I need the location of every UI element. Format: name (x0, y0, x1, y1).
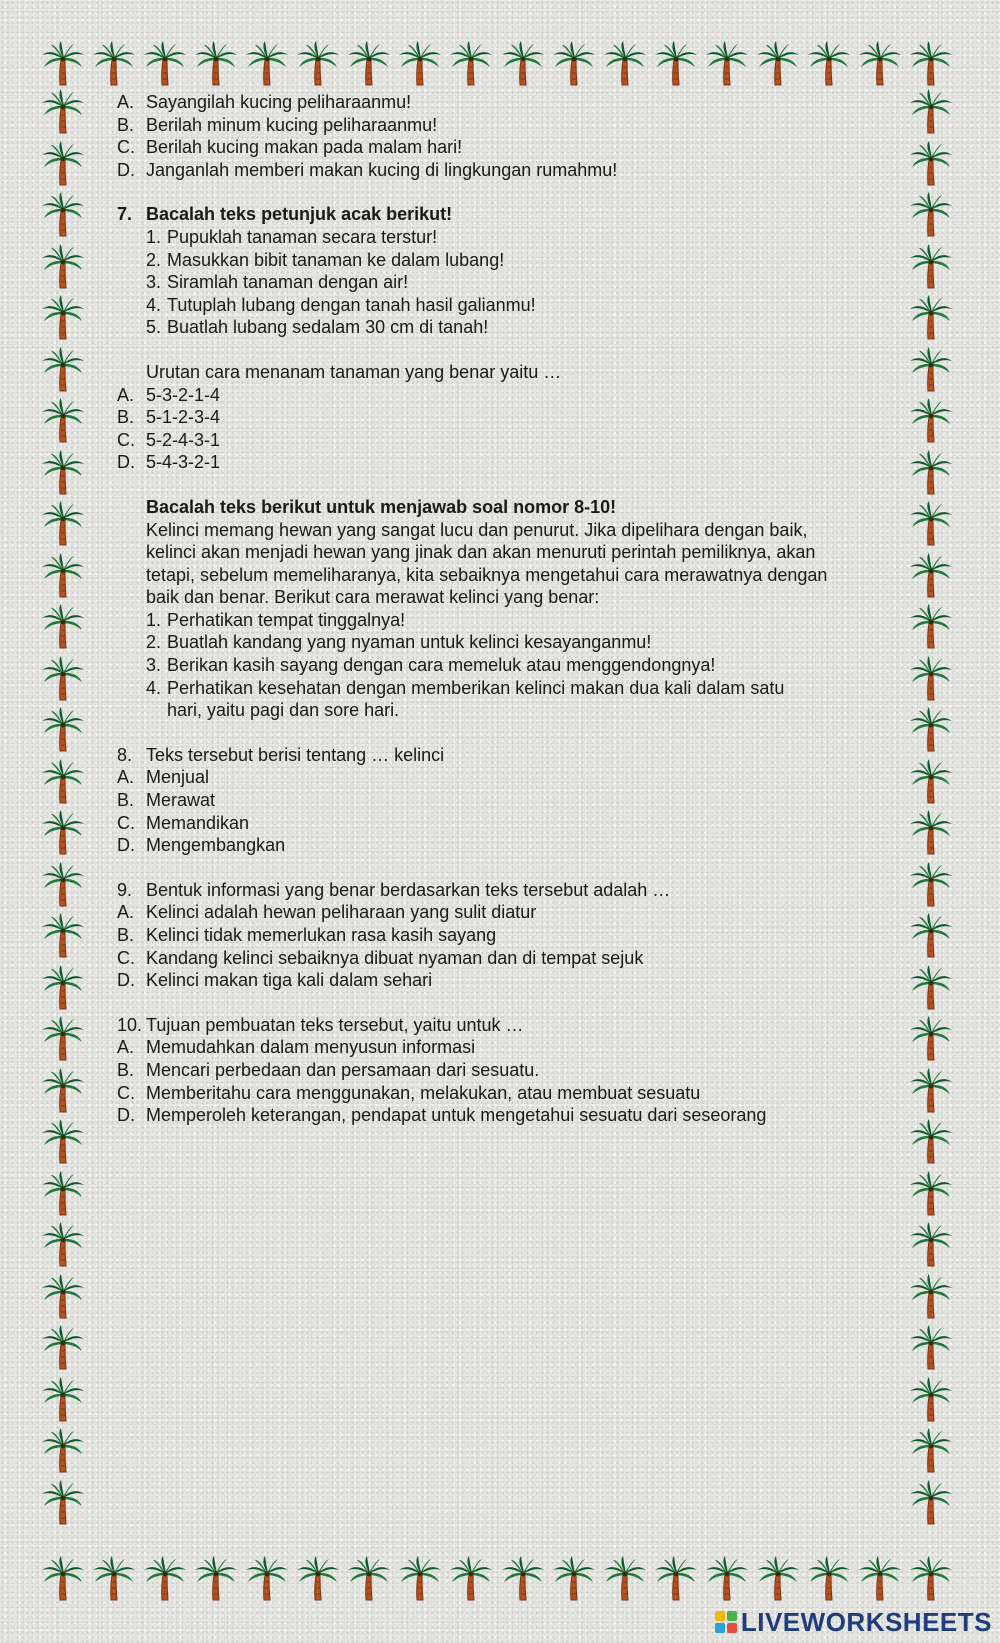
palm-tree-icon (908, 500, 954, 546)
question-title: 7. Bacalah teks petunjuk acak berikut! (117, 204, 453, 225)
list-item: 4. Tutuplah lubang dengan tanah hasil galianmu! (146, 294, 536, 315)
palm-tree-icon (40, 449, 86, 495)
worksheet-content (117, 91, 897, 1127)
palm-tree-icon (193, 40, 239, 86)
palm-tree-icon (40, 88, 86, 134)
option[interactable]: C. Kandang kelinci sebaiknya dibuat nyaman dan di tempat sejuk (117, 947, 644, 968)
palm-tree-icon (244, 40, 290, 86)
q6-options (117, 91, 897, 181)
palm-tree-icon (908, 1376, 954, 1422)
palm-tree-icon (91, 1555, 137, 1601)
palm-tree-icon (40, 346, 86, 392)
palm-tree-icon (908, 88, 954, 134)
palm-tree-icon (40, 500, 86, 546)
palm-tree-icon (551, 40, 597, 86)
option[interactable]: C. Memberitahu cara menggunakan, melakukan, atau membuat sesuatu (117, 1082, 701, 1103)
palm-tree-icon (908, 1324, 954, 1370)
option[interactable]: A. Memudahkan dalam menyusun informasi (117, 1037, 476, 1058)
option[interactable]: B. Berilah minum kucing peliharaanmu! (117, 114, 438, 135)
palm-tree-icon (448, 40, 494, 86)
palm-tree-icon (908, 912, 954, 958)
list-item: 3. Berikan kasih sayang dengan cara memeluk atau menggendongnya! (146, 655, 716, 676)
palm-tree-icon (40, 809, 86, 855)
palm-tree-icon (755, 1555, 801, 1601)
palm-tree-icon (40, 861, 86, 907)
palm-tree-icon (295, 40, 341, 86)
question-9 (117, 879, 897, 992)
palm-tree-icon (806, 40, 852, 86)
palm-tree-icon (40, 140, 86, 186)
palm-tree-icon (653, 1555, 699, 1601)
palm-tree-icon (448, 1555, 494, 1601)
option[interactable]: C. Berilah kucing makan pada malam hari! (117, 137, 463, 158)
palm-tree-icon (704, 1555, 750, 1601)
list-item: 4. Perhatikan kesehatan dengan memberikan kelinci makan dua kali dalam satu (146, 677, 785, 698)
palm-tree-icon (908, 294, 954, 340)
option[interactable]: B. Mencari perbedaan dan persamaan dari sesuatu. (117, 1059, 540, 1080)
palm-tree-icon (908, 964, 954, 1010)
reading-passage (117, 496, 897, 722)
passage-line: tetapi, sebelum memeliharanya, kita sebaiknya mengetahui cara merawatnya dengan (146, 564, 828, 585)
option[interactable]: A. Sayangilah kucing peliharaanmu! (117, 92, 412, 112)
palm-tree-icon (908, 243, 954, 289)
option[interactable]: D. Memperoleh keterangan, pendapat untuk mengetahui sesuatu dari seseorang (117, 1105, 767, 1126)
palm-tree-icon (40, 243, 86, 289)
palm-tree-icon (908, 1221, 954, 1267)
list-item: 1. Perhatikan tempat tinggalnya! (146, 609, 406, 630)
palm-tree-icon (40, 191, 86, 237)
palm-tree-icon (40, 1118, 86, 1164)
palm-tree-icon (653, 40, 699, 86)
palm-tree-icon (908, 346, 954, 392)
palm-tree-icon (704, 40, 750, 86)
question-text: 10. Tujuan pembuatan teks tersebut, yaitu untuk … (117, 1014, 524, 1035)
palm-tree-icon (857, 40, 903, 86)
palm-tree-icon (91, 40, 137, 86)
palm-tree-icon (346, 40, 392, 86)
palm-tree-icon (908, 1015, 954, 1061)
palm-tree-icon (908, 758, 954, 804)
question-text: Urutan cara menanam tanaman yang benar yaitu … (146, 361, 562, 382)
logo-text: LIVEWORKSHEETS (740, 1606, 992, 1637)
question-text: 8. Teks tersebut berisi tentang … kelinci (117, 744, 445, 765)
question-7 (117, 203, 897, 474)
palm-tree-icon (40, 294, 86, 340)
palm-tree-icon (40, 1427, 86, 1473)
option[interactable]: D. 5-4-3-2-1 (117, 452, 221, 473)
list-item: 2. Masukkan bibit tanaman ke dalam lubang! (146, 249, 505, 270)
list-item-continuation: hari, yaitu pagi dan sore hari. (167, 700, 400, 721)
passage-line: kelinci akan menjadi hewan yang jinak dan akan menuruti perintah pemiliknya, akan (146, 542, 816, 563)
palm-tree-icon (397, 1555, 443, 1601)
option[interactable]: C. Memandikan (117, 812, 250, 833)
palm-tree-icon (40, 655, 86, 701)
palm-tree-icon (244, 1555, 290, 1601)
question-8 (117, 744, 897, 857)
palm-tree-icon (908, 397, 954, 443)
option[interactable]: A. Kelinci adalah hewan peliharaan yang sulit diatur (117, 902, 537, 923)
palm-tree-icon (908, 1273, 954, 1319)
list-item: 1. Pupuklah tanaman secara terstur! (146, 226, 438, 247)
option[interactable]: B. Merawat (117, 790, 216, 811)
palm-tree-icon (908, 1118, 954, 1164)
palm-tree-icon (908, 861, 954, 907)
list-item: 3. Siramlah tanaman dengan air! (146, 272, 409, 293)
palm-tree-icon (908, 655, 954, 701)
palm-tree-icon (40, 1479, 86, 1525)
palm-tree-icon (500, 40, 546, 86)
passage-line: Kelinci memang hewan yang sangat lucu dan penurut. Jika dipelihara dengan baik, (146, 519, 808, 540)
passage-heading: Bacalah teks berikut untuk menjawab soal nomor 8-10! (146, 496, 617, 517)
palm-tree-icon (908, 603, 954, 649)
palm-tree-icon (40, 40, 86, 86)
palm-tree-icon (500, 1555, 546, 1601)
palm-tree-icon (908, 809, 954, 855)
palm-tree-icon (908, 1555, 954, 1601)
list-item: 2. Buatlah kandang yang nyaman untuk kelinci kesayanganmu! (146, 632, 652, 653)
palm-tree-icon (295, 1555, 341, 1601)
palm-tree-icon (908, 706, 954, 752)
palm-tree-icon (40, 1555, 86, 1601)
palm-tree-icon (755, 40, 801, 86)
palm-tree-icon (806, 1555, 852, 1601)
palm-tree-icon (346, 1555, 392, 1601)
option[interactable]: A. 5-3-2-1-4 (117, 384, 221, 405)
passage-line: baik dan benar. Berikut cara merawat kelinci yang benar: (146, 587, 600, 608)
question-text: 9. Bentuk informasi yang benar berdasarkan teks tersebut adalah … (117, 879, 671, 900)
palm-tree-icon (142, 1555, 188, 1601)
palm-tree-icon (908, 40, 954, 86)
palm-tree-icon (142, 40, 188, 86)
palm-tree-icon (40, 912, 86, 958)
palm-tree-icon (908, 140, 954, 186)
palm-tree-icon (551, 1555, 597, 1601)
palm-tree-icon (602, 40, 648, 86)
palm-tree-icon (908, 1479, 954, 1525)
option[interactable]: D. Mengembangkan (117, 835, 286, 856)
palm-tree-icon (40, 1273, 86, 1319)
palm-tree-icon (40, 397, 86, 443)
palm-tree-icon (40, 603, 86, 649)
palm-tree-icon (908, 1170, 954, 1216)
palm-tree-icon (40, 1221, 86, 1267)
option[interactable]: D. Janganlah memberi makan kucing di lingkungan rumahmu! (117, 159, 618, 180)
question-10 (117, 1014, 897, 1127)
palm-tree-icon (908, 1427, 954, 1473)
palm-tree-icon (908, 449, 954, 495)
liveworksheets-logo[interactable] (715, 1607, 992, 1637)
palm-tree-icon (908, 191, 954, 237)
palm-tree-icon (602, 1555, 648, 1601)
palm-tree-icon (40, 1015, 86, 1061)
option[interactable]: D. Kelinci makan tiga kali dalam sehari (117, 970, 433, 991)
palm-tree-icon (40, 706, 86, 752)
palm-tree-icon (908, 552, 954, 598)
palm-tree-icon (40, 552, 86, 598)
palm-tree-icon (397, 40, 443, 86)
option[interactable]: B. 5-1-2-3-4 (117, 407, 221, 428)
palm-tree-icon (40, 1376, 86, 1422)
palm-tree-icon (40, 964, 86, 1010)
palm-tree-icon (908, 1067, 954, 1113)
palm-tree-icon (857, 1555, 903, 1601)
option[interactable]: C. 5-2-4-3-1 (117, 429, 221, 450)
option[interactable]: A. Menjual (117, 767, 210, 788)
palm-tree-icon (40, 1170, 86, 1216)
palm-tree-icon (193, 1555, 239, 1601)
liveworksheets-logo-icon (715, 1611, 737, 1633)
option[interactable]: B. Kelinci tidak memerlukan rasa kasih sayang (117, 925, 497, 945)
palm-tree-icon (40, 1067, 86, 1113)
list-item: 5. Buatlah lubang sedalam 30 cm di tanah! (146, 317, 489, 338)
palm-tree-icon (40, 1324, 86, 1370)
palm-tree-icon (40, 758, 86, 804)
